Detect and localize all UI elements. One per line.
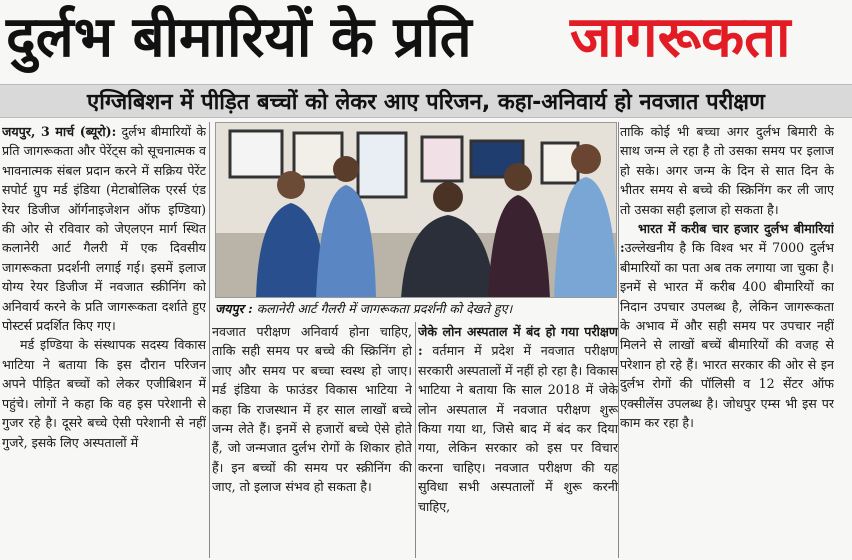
subheadline-text: एग्जिबिशन में पीड़ित बच्चों को लेकर आए परिजन, कहा-अनिवार्य हो नवजात परीक्षण bbox=[87, 90, 765, 115]
paragraph-text: नवजात परीक्षण अनिवार्य होना चाहिए, ताकि सही समय पर बच्चे की स्क्रिनिंग हो जाए और समय पर बच्चा स्वस्थ हो जाए। मर्ड इंडिया के फाउंडर विकास भाटिया ने कहा कि राजस्थान में हर साल लाखों बच्चे जन्म लेते हैं। इनमें से हजारों बच्चे ऐसे होते हैं, जो जन्मजात दुर्लभ रोगों के शिकार होते हैं। इन बच्चों की समय पर स्क्रीनिंग की जाए, तो इलाज संभव हो सकता है। bbox=[212, 324, 412, 495]
headline-black-text: दुर्लभ बीमारियों के प्रति bbox=[6, 5, 472, 70]
photo-caption bbox=[215, 299, 617, 319]
news-photo bbox=[215, 122, 617, 298]
paragraph-text: वर्तमान में प्रदेश में नवजात परीक्षण सरकारी अस्पतालों में नहीं हो रहा है। विकास भाटिया ने बताया कि साल 2018 में जेके लोन अस्पताल में नवजात परीक्षण शुरू किया गया था, जिसे बाद में बंद कर दिया गया, लेकिन सरकार को इस पर विचार करना चाहिए। नवजात परीक्षण की यह सुविधा सभी अस्पतालों में शुरू करनी चाहिए, bbox=[418, 343, 618, 514]
paragraph-text: ताकि कोई भी बच्चा अगर दुर्लभ बिमारी के साथ जन्म ले रहा है तो उसका समय पर इलाज हो सके। अगर जन्म के दिन से सात दिन के भीतर समय से बच्चे की स्क्रिनिंग कर ली जाए तो उसका सही इलाज हो सकता है। bbox=[620, 124, 834, 217]
paragraph bbox=[2, 122, 206, 335]
section-subhead: जेके लोन अस्पताल में बंद हो गया परीक्षण : bbox=[418, 324, 618, 359]
caption-text: कलानेरी आर्ट गैलरी में जागरूकता प्रदर्शनी को देखते हुए। bbox=[252, 301, 513, 316]
article-column-4 bbox=[620, 122, 834, 558]
paragraph-text: उल्लेखनीय है कि विश्व भर में 7000 दुर्लभ बीमारियों का पता अब तक लगाया जा चुका है। इनमें से भारत में करीब 400 बीमारियों का निदान उपचार उपलब्ध है, लेकिन जागरूकता के अभाव में और सही समय पर उपचार नहीं मिलने से लाखों बच्चें बीमारियों की वजह से परेशान हो रहे हैं। भारत सरकार की ओर से इन दुर्लभ रोगों की पॉलिसी व 12 सेंटर ऑफ एक्सीलेंस उपलब्ध है। जोधपुर एम्स भी इस पर काम कर रहा है। bbox=[620, 240, 834, 431]
paragraph bbox=[620, 219, 834, 432]
dateline: जयपुर, 3 मार्च (ब्यूरो): bbox=[2, 124, 117, 139]
article-column-3 bbox=[418, 322, 618, 558]
caption-place: जयपुर : bbox=[215, 301, 253, 316]
article-column-2 bbox=[212, 322, 412, 558]
headline-red-text: जागरूकता bbox=[570, 5, 791, 70]
paragraph-text: दुर्लभ बीमारियों के प्रति जागरूकता और पेरेंट्स को सूचनात्मक व भावनात्मक संबल प्रदान करने में सक्रिय पेरेंट सपोर्ट ग्रुप मर्ड इंडिया (मेटाबोलिक एरर्स एंड रेयर डिजीज ऑर्गनाइजेशन ऑफ इण्डिया) की ओर से रविवार को जेएलएन मार्ग स्थित कलानेरी आर्ट गैलरी में एक दिवसीय जागरूकता प्रदर्शनी लगाई गई। इसमें इलाज योग्य रेयर डिजीज में नवजात स्क्रीनिंग को अनिवार्य करने के प्रति जागरूकता दर्शाते हुए पोस्टर्स प्रदर्शित किए गए। bbox=[2, 124, 206, 334]
subheadline-bar bbox=[0, 84, 852, 118]
column-divider bbox=[618, 122, 619, 558]
column-divider bbox=[415, 322, 416, 558]
column-divider bbox=[209, 122, 210, 558]
photo-illustration bbox=[216, 123, 617, 298]
section-subhead: भारत में करीब चार हजार दुर्लभ बीमारियां : bbox=[620, 221, 834, 256]
headline bbox=[0, 0, 852, 84]
article-column-1 bbox=[2, 122, 206, 558]
paragraph-text: मर्ड इण्डिया के संस्थापक सदस्य विकास भाटिया ने बताया कि इस दौरान परिजन अपने पीड़ित बच्चों को लेकर एजीबिशन में पहुंचे। लोगों ने कहा कि वह इस परेशानी से गुजर रहे है। दूसरे बच्चे ऐसी परेशानी से नहीं गुजरे, इसके लिए अस्पतालों में bbox=[2, 337, 206, 450]
paragraph bbox=[418, 322, 618, 516]
